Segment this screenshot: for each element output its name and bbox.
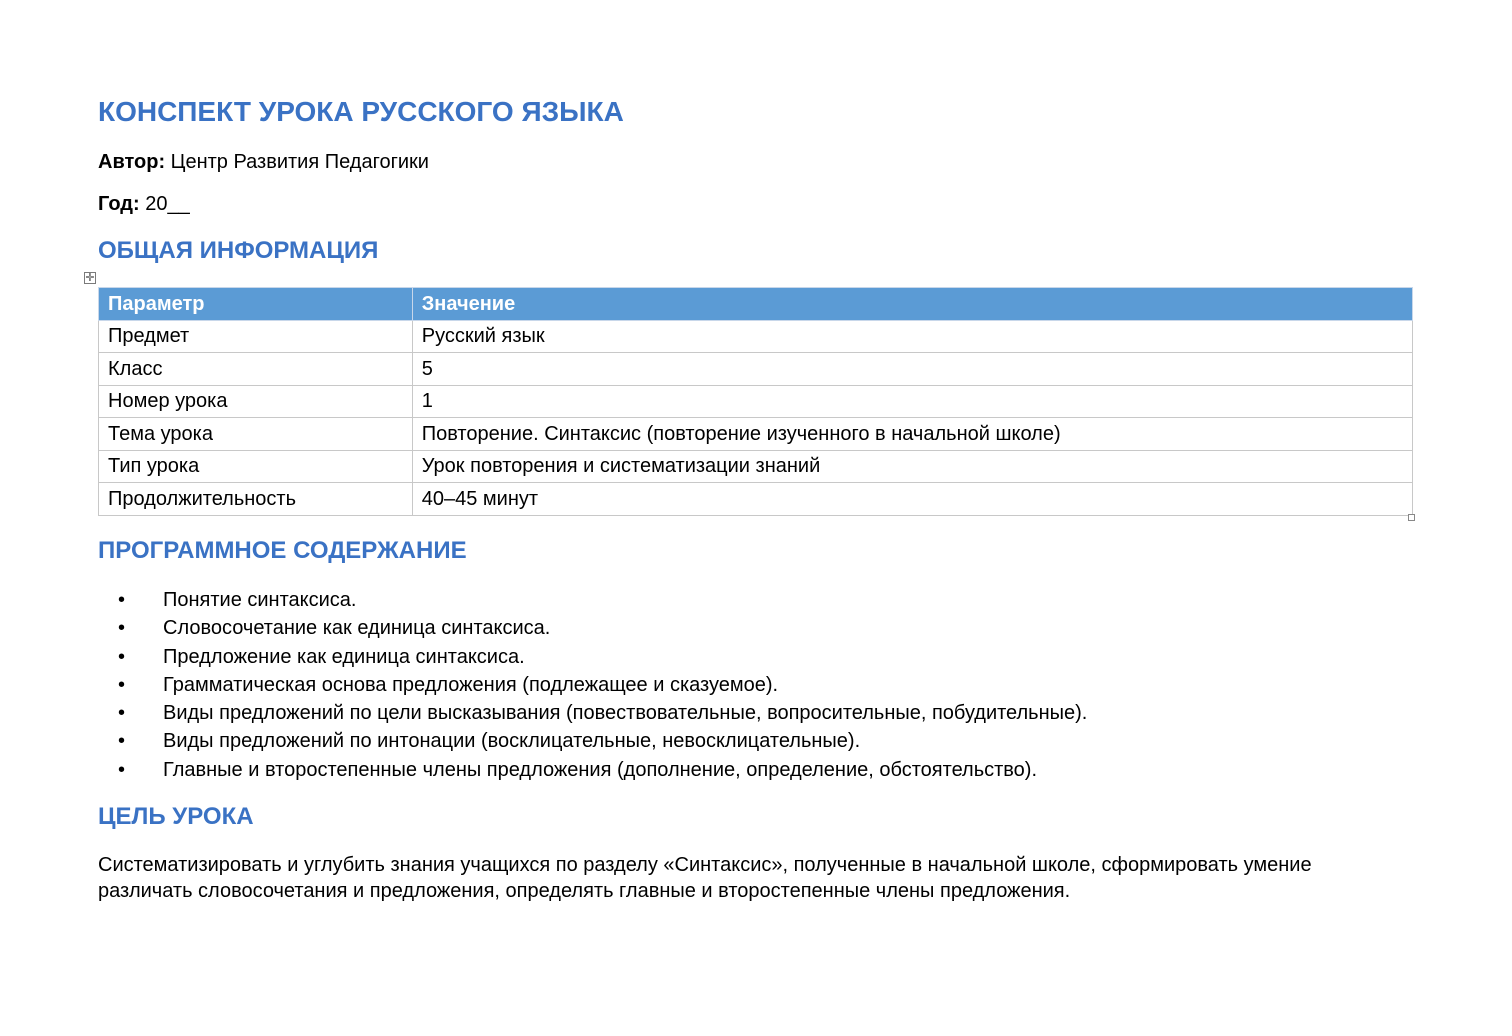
list-item	[98, 699, 1087, 727]
table-row	[99, 385, 1413, 418]
table-cell-value: Русский язык	[412, 320, 1412, 353]
year-value: 20__	[145, 193, 190, 215]
table-header-cell: Значение	[412, 288, 1412, 321]
list-item	[98, 727, 1087, 755]
table-row	[99, 450, 1413, 483]
list-item-text: Предложение как единица синтаксиса.	[163, 645, 525, 668]
program-content-list	[98, 586, 1087, 784]
bullet-icon: •	[118, 673, 126, 696]
table-row	[99, 418, 1413, 451]
bullet-icon: •	[118, 730, 126, 753]
table-cell-value: 5	[412, 353, 1412, 386]
document-title: КОНСПЕКТ УРОКА РУССКОГО ЯЗЫКА	[98, 96, 624, 127]
bullet-icon: •	[118, 589, 126, 611]
list-item-text: Главные и второстепенные члены предложения (дополнение, определение, обстоятельство).	[163, 758, 1038, 781]
table-header-cell: Параметр	[99, 288, 413, 321]
year-line	[98, 192, 190, 216]
year-label: Год:	[98, 193, 140, 215]
bullet-icon: •	[118, 617, 126, 640]
list-item-text: Виды предложений по цели высказывания (повествовательные, вопросительные, побудительные).	[163, 702, 1088, 725]
general-info-heading: ОБЩАЯ ИНФОРМАЦИЯ	[98, 237, 379, 264]
table-cell-value: 1	[412, 385, 1412, 418]
list-item-text: Виды предложений по интонации (восклицательные, невосклицательные).	[163, 730, 861, 753]
bullet-icon: •	[118, 645, 126, 668]
resize-handle-icon[interactable]	[1408, 514, 1415, 521]
table-cell-value: Повторение. Синтаксис (повторение изученного в начальной школе)	[412, 418, 1412, 451]
lesson-goal-heading: ЦЕЛЬ УРОКА	[98, 803, 254, 830]
author-value: Центр Развития Педагогики	[170, 151, 429, 173]
list-item	[98, 586, 1087, 614]
list-item	[98, 671, 1087, 699]
author-label: Автор:	[98, 151, 166, 173]
bullet-icon: •	[118, 702, 126, 725]
table-row	[99, 320, 1413, 353]
list-item	[98, 614, 1087, 642]
table-row	[99, 353, 1413, 386]
author-line	[98, 150, 429, 174]
table-row	[99, 483, 1413, 516]
table-cell-parameter: Класс	[99, 353, 413, 386]
list-item-text: Понятие синтаксиса.	[163, 589, 357, 611]
table-header-row	[99, 288, 1413, 321]
table-cell-parameter: Тип урока	[99, 450, 413, 483]
table-cell-parameter: Предмет	[99, 320, 413, 353]
list-item	[98, 756, 1087, 784]
list-item	[98, 643, 1087, 671]
lesson-goal-text: Систематизировать и углубить знания учащихся по разделу «Синтаксис», полученные в начальной школе, сформировать умение различать словосочетания и предложения, определять главные и второстепенные члены предложения.	[98, 854, 1312, 902]
table-cell-value: 40–45 минут	[412, 483, 1412, 516]
table-cell-parameter: Номер урока	[99, 385, 413, 418]
general-info-table	[98, 287, 1413, 516]
move-icon[interactable]: ✛	[85, 271, 95, 284]
table-cell-parameter: Продолжительность	[99, 483, 413, 516]
table-cell-value: Урок повторения и систематизации знаний	[412, 450, 1412, 483]
list-item-text: Грамматическая основа предложения (подлежащее и сказуемое).	[163, 673, 779, 696]
program-content-heading: ПРОГРАММНОЕ СОДЕРЖАНИЕ	[98, 537, 467, 564]
list-item-text: Словосочетание как единица синтаксиса.	[163, 617, 551, 640]
bullet-icon: •	[118, 758, 126, 781]
table-cell-parameter: Тема урока	[99, 418, 413, 451]
